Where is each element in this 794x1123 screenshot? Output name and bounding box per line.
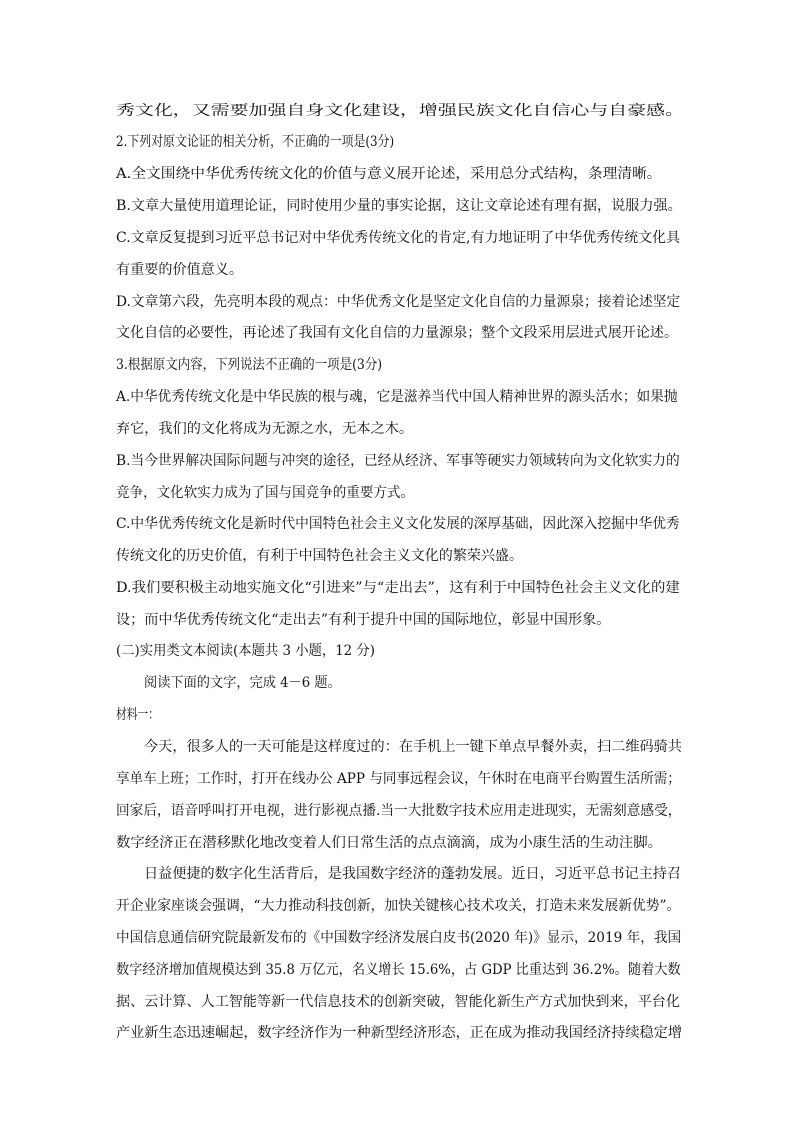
text-line: 秀文化，又需要加强自身文化建设，增强民族文化自信心与自豪感。 [116,103,684,119]
question-3-option-b-cont: 竞争，文化软实力成为了国与国竞争的重要方式。 [116,485,414,501]
paragraph-line: 今天，很多人的一天可能是这样度过的：在手机上一键下单点早餐外卖，扫二维码骑共 [144,739,682,755]
paragraph-line: 数字经济增加值规模达到 35.8 万亿元，名义增长 15.6%，占 GDP 比重达到 36.2%。随着大数 [116,962,681,978]
question-3-option-d: D.我们要积极主动地实施文化“引进来”与“走出去”，这有利于中国特色社会主义文化的建 [116,580,680,596]
paragraph-line: 据、云计算、人工智能等新一代信息技术的创新突破，智能化新生产方式加快到来，平台化 [116,994,680,1010]
question-2-option-a: A.全文围绕中华优秀传统文化的价值与意义展开论述，采用总分式结构，条理清晰。 [116,166,662,182]
material-label: 材料一： [116,707,159,723]
question-2-option-d-cont: 文化自信的必要性，再论述了我国有文化自信的力量源泉；整个文段采用层进式展开论述。 [116,325,678,341]
section-heading: (二)实用类文本阅读(本题共 3 小题，12 分) [116,643,375,659]
question-2-stem: 2.下列对原文论证的相关分析，不正确的一项是(3分) [116,134,395,150]
instruction: 阅读下面的文字，完成 4－6 题。 [144,675,341,691]
question-3-option-b: B.当今世界解决国际问题与冲突的途径，已经从经济、军事等硬实力领域转向为文化软实力的 [116,453,680,469]
paragraph-line: 数字经济正在潜移默化地改变着人们日常生活的点点滴滴，成为小康生活的生动注脚。 [116,835,662,851]
question-3-option-c: C.中华优秀传统文化是新时代中国特色社会主义文化发展的深厚基础，因此深入挖掘中华优秀 [116,516,680,532]
question-3-stem: 3.根据原文内容，下列说法不正确的一项是(3分) [116,357,383,373]
question-3-option-d-cont: 设；而中华优秀传统文化“走出去”有利于提升中国的国际地位，彰显中国形象。 [116,612,611,628]
paragraph-line: 产业新生态迅速崛起，数字经济作为一种新型经济形态，正在成为推动我国经济持续稳定增 [116,1025,682,1041]
paragraph-line: 开企业家座谈会强调，“大力推动科技创新，加快关键核心技术攻关，打造未来发展新优势”。 [116,898,681,914]
question-3-option-c-cont: 传统文化的历史价值，有利于中国特色社会主义文化的繁荣兴盛。 [116,548,523,564]
paragraph-line: 享单车上班；工作时，打开在线办公 APP 与同事远程会议，午休时在电商平台购置生活所需； [116,771,681,787]
paragraph-line: 回家后，语音呼叫打开电视，进行影视点播.当一大批数字技术应用走进现实，无需刻意感受， [116,803,682,819]
paragraph-line: 中国信息通信研究院最新发布的《中国数字经济发展白皮书(2020 年)》显示，2019 年，我国 [116,930,682,946]
question-2-option-c: C.文章反复提到习近平总书记对中华优秀传统文化的肯定,有力地证明了中华优秀传统文化具 [116,230,681,246]
question-2-option-b: B.文章大量使用道理论证，同时使用少量的事实论据，这让文章论述有理有据，说服力强。 [116,198,682,214]
paragraph-line: 日益便捷的数字化生活背后，是我国数字经济的蓬勃发展。近日，习近平总书记主持召 [144,866,681,882]
question-3-option-a: A.中华优秀传统文化是中华民族的根与魂，它是滋养当代中国人精神世界的源头活水；如果抛 [116,389,678,405]
question-2-option-d: D.文章第六段，先亮明本段的观点：中华优秀文化是坚定文化自信的力量源泉；接着论述坚定 [116,294,681,310]
question-3-option-a-cont: 弃它，我们的文化将成为无源之水，无本之木。 [116,421,413,437]
question-2-option-c-cont: 有重要的价值意义。 [116,262,243,278]
